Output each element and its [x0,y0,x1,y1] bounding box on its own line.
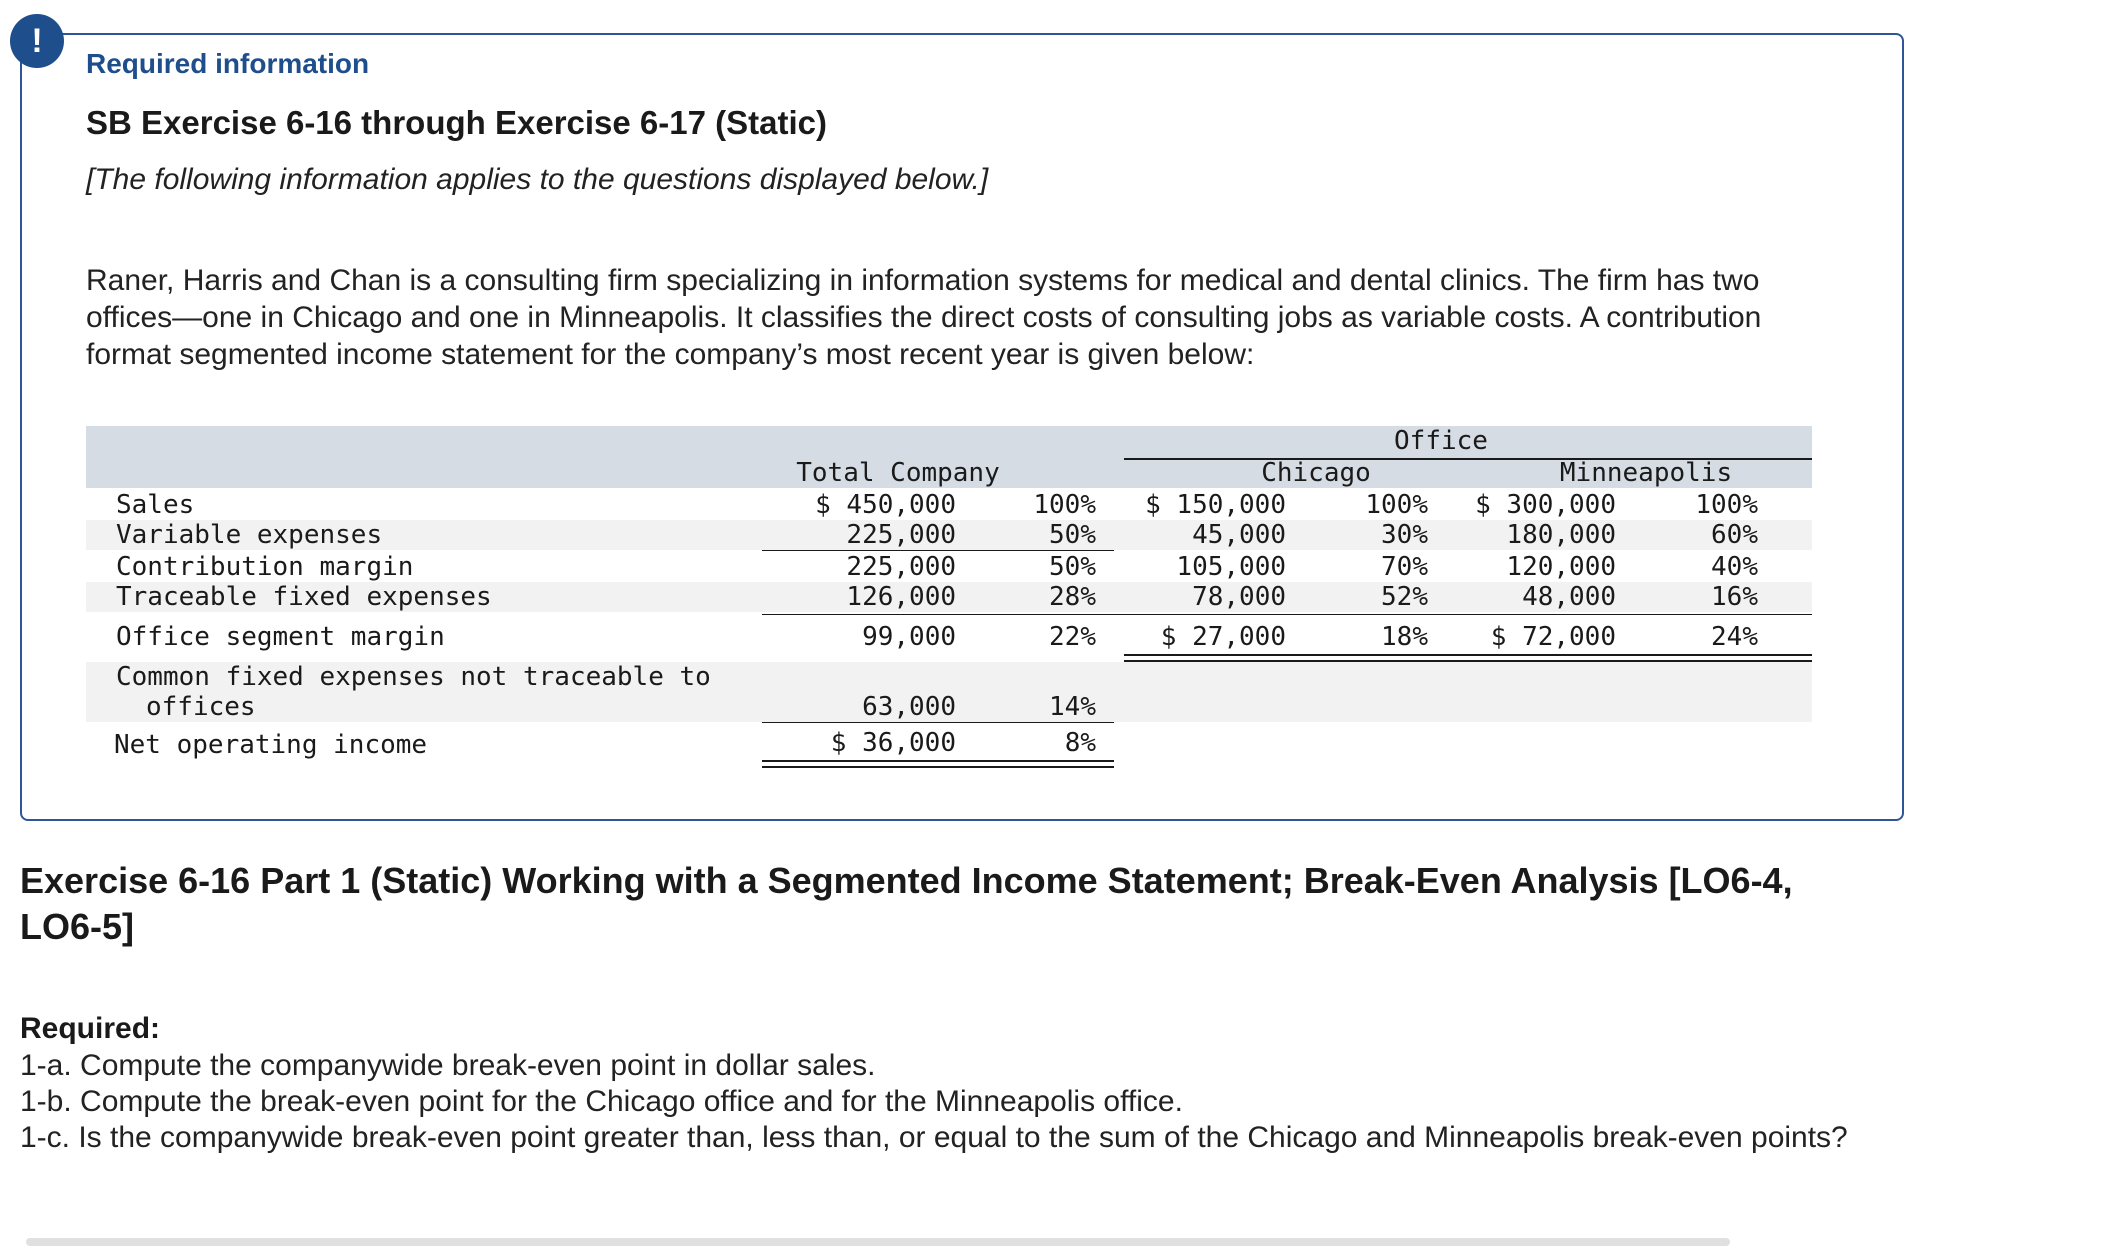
net-income-double-rule [762,760,1114,768]
requirement-1c: 1-c. Is the companywide break-even point greater than, less than, or equal to the sum of the Chicago and Minneapolis break-even points? [20,1121,1848,1154]
office-group-header: Office [1394,426,1488,456]
total-variable-expenses-pct: 50% [1049,520,1096,550]
total-common-fixed-expenses-pct: 14% [1049,692,1096,722]
total-contribution-margin-pct: 50% [1049,552,1096,582]
row-label-sales: Sales [116,490,195,520]
minneapolis-variable-expenses-pct: 60% [1711,520,1758,550]
minneapolis-contribution-margin-pct: 40% [1711,552,1758,582]
horizontal-scrollbar[interactable] [26,1238,1730,1246]
alert-icon: ! [10,14,64,68]
total-net-operating-income: $ 36,000 [830,728,956,758]
row-label-common-fixed-expenses: Common fixed expenses not traceable to [116,662,711,692]
chicago-contribution-margin-pct: 70% [1381,552,1428,582]
chicago-variable-expenses: 45,000 [1192,520,1286,550]
minneapolis-office-segment-margin-pct: 24% [1711,622,1758,652]
row-label-traceable-fixed-expenses: Traceable fixed expenses [116,582,492,612]
total-office-segment-margin-pct: 22% [1049,622,1096,652]
minneapolis-sales-pct: 100% [1695,490,1758,520]
chicago-office-segment-margin: $ 27,000 [1160,622,1286,652]
required-list [20,1048,1880,1156]
row-label-variable-expenses: Variable expenses [116,520,383,550]
column-header-total: Total Company [796,458,1000,488]
segmented-income-statement [86,426,1812,760]
net-income-rule [762,722,1114,723]
column-header-chicago: Chicago [1261,458,1371,488]
office-double-rule [1124,654,1812,662]
total-net-operating-income-pct: 8% [1064,728,1096,758]
chicago-office-segment-margin-pct: 18% [1381,622,1428,652]
required-heading: Required: [20,1012,161,1045]
minneapolis-variable-expenses: 180,000 [1506,520,1616,550]
segment-margin-rule [762,614,1812,615]
chicago-traceable-fixed-expenses: 78,000 [1192,582,1286,612]
total-traceable-fixed-expenses-pct: 28% [1049,582,1096,612]
row-label-office-segment-margin: Office segment margin [116,622,445,652]
applies-note: [The following information applies to the questions displayed below.] [86,163,989,196]
minneapolis-office-segment-margin: $ 72,000 [1490,622,1616,652]
row-label-contribution-margin: Contribution margin [116,552,414,582]
total-variable-expenses: 225,000 [846,520,956,550]
exercise-title: SB Exercise 6-16 through Exercise 6-17 (Static) [86,104,827,141]
chicago-contribution-margin: 105,000 [1176,552,1286,582]
column-header-minneapolis: Minneapolis [1559,458,1733,488]
required-information-heading: Required information [86,48,370,79]
minneapolis-contribution-margin: 120,000 [1506,552,1616,582]
total-office-segment-margin: 99,000 [862,622,956,652]
chicago-sales-pct: 100% [1365,490,1428,520]
row-label-net-operating-income: Net operating income [114,730,428,760]
requirement-1b: 1-b. Compute the break-even point for the Chicago office and for the Minneapolis office. [20,1085,1183,1118]
total-common-fixed-expenses: 63,000 [862,692,956,722]
minneapolis-sales: $ 300,000 [1475,490,1616,520]
requirement-1a: 1-a. Compute the companywide break-even point in dollar sales. [20,1049,876,1082]
part-title: Exercise 6-16 Part 1 (Static) Working with a Segmented Income Statement; Break-Even Analysis [LO6-4, LO6-5] [20,860,1793,947]
chicago-sales: $ 150,000 [1145,490,1286,520]
total-sales-pct: 100% [1033,490,1096,520]
chicago-variable-expenses-pct: 30% [1381,520,1428,550]
total-traceable-fixed-expenses: 126,000 [846,582,956,612]
total-sales: $ 450,000 [815,490,956,520]
chicago-traceable-fixed-expenses-pct: 52% [1381,582,1428,612]
row-label-common-fixed-expenses-cont: offices [146,692,256,722]
minneapolis-traceable-fixed-expenses: 48,000 [1522,582,1616,612]
intro-paragraph: Raner, Harris and Chan is a consulting firm specializing in information systems for medical and dental clinics. The firm has two offices—one in Chicago and one in Minneapolis. It classifies the direct costs of consulting jobs as variable costs. A contribution format segmented income statement for the company’s most recent year is given below: [86,264,1762,371]
total-contribution-margin: 225,000 [846,552,956,582]
subtotal-rule [762,550,1114,551]
minneapolis-traceable-fixed-expenses-pct: 16% [1711,582,1758,612]
